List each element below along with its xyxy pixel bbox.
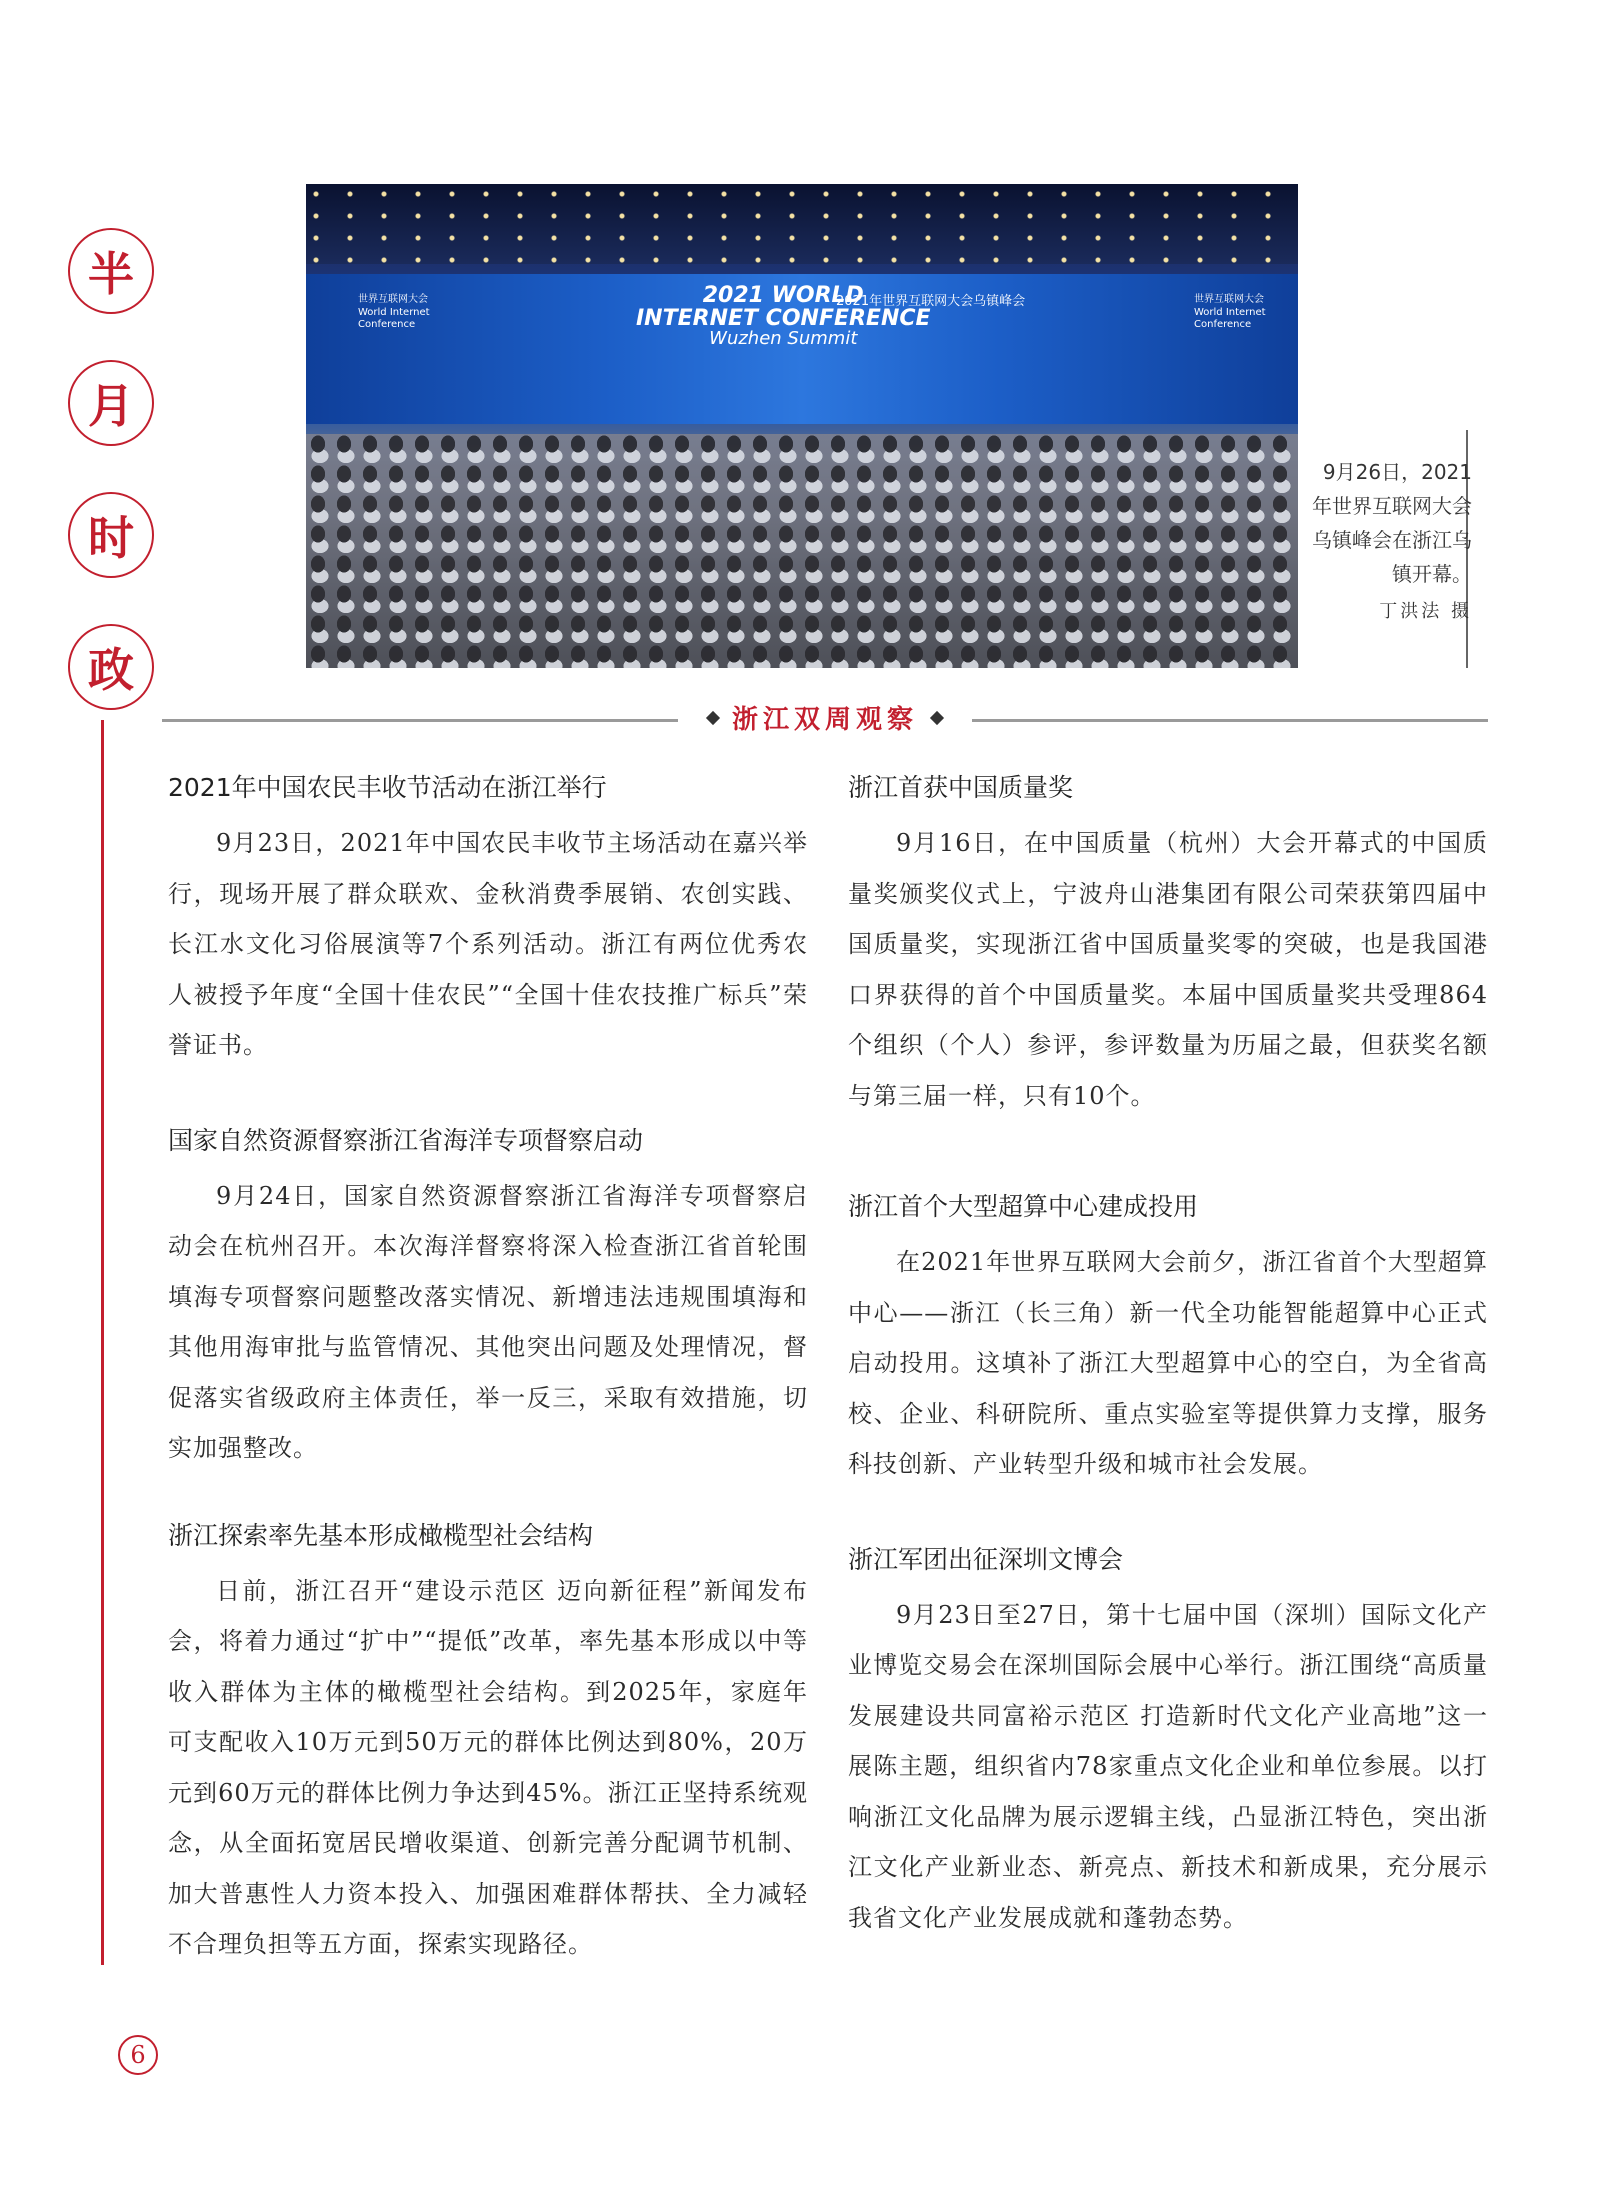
article-body: 在2021年世界互联网大会前夕，浙江省首个大型超算中心——浙江（长三角）新一代全功能智能超算中心正式启动投用。这填补了浙江大型超算中心的空白，为全省高校、企业、科研院所、重点实验室等提供算力支撑，服务科技创新、产业转型升级和城市社会发展。 — [848, 1248, 1488, 1478]
screen-title: 2021 WORLD INTERNET CONFERENCE Wuzhen Summit — [636, 283, 931, 350]
side-title-char-4: 政 — [68, 624, 154, 710]
article-title: 浙江首获中国质量奖 — [848, 773, 1074, 802]
section-header-label: 浙江双周观察 — [678, 702, 972, 738]
article-title: 浙江探索率先基本形成橄榄型社会结构 — [168, 1520, 594, 1550]
page-number: 6 — [118, 2035, 158, 2075]
article — [168, 1123, 808, 1474]
photo-credit: 丁洪法 摄 — [1379, 601, 1472, 622]
article — [168, 1518, 808, 1970]
article-title: 浙江军团出征深圳文博会 — [848, 1544, 1124, 1574]
article-title: 2021年中国农民丰收节活动在浙江举行 — [168, 773, 607, 802]
side-title-char-2: 月 — [68, 360, 154, 446]
right-column — [848, 770, 1488, 1991]
article — [848, 1189, 1488, 1490]
caption-text: 9月26日，2021年世界互联网大会乌镇峰会在浙江乌镇开幕。 — [1312, 460, 1472, 586]
article — [168, 770, 808, 1071]
side-section-title — [68, 228, 158, 756]
article-title: 浙江首个大型超算中心建成投用 — [848, 1192, 1199, 1221]
audience-crowd — [306, 434, 1298, 668]
article-body: 9月23日至27日，第十七届中国（深圳）国际文化产业博览交易会在深圳国际会展中心举行。浙江围绕“高质量发展建设共同富裕示范区 打造新时代文化产业高地”这一展陈主题，组织省内78家重点文化企业和单位参展。以打响浙江文化品牌为展示逻辑主线，凸显浙江特色，突出浙江文化产业新业态、新亮点、新技术和新成果，充分展示我省文化产业发展成就和蓬勃态势。 — [848, 1600, 1488, 1932]
section-header — [162, 702, 1488, 738]
side-title-char-3: 时 — [68, 492, 154, 578]
article-title: 国家自然资源督察浙江省海洋专项督察启动 — [168, 1125, 644, 1155]
screen-logo-right: 世界互联网大会 World Internet Conference — [1194, 294, 1266, 330]
article-body: 9月16日，在中国质量（杭州）大会开幕式的中国质量奖颁奖仪式上，宁波舟山港集团有限公司荣获第四届中国质量奖，实现浙江省中国质量奖零的突破，也是我国港口界获得的首个中国质量奖。本届中国质量奖共受理864个组织（个人）参评，参评数量为历届之最，但获奖名额与第三届一样，只有10个。 — [848, 829, 1488, 1110]
article-body: 日前，浙江召开“建设示范区 迈向新征程”新闻发布会，将着力通过“扩中”“提低”改革，率先基本形成以中等收入群体为主体的橄榄型社会结构。到2025年，家庭年可支配收入10万元到50万元的群体比例达到80%，20万元到60万元的群体比例力争达到45%。浙江正坚持系统观念，从全面拓宽居民增收渠道、创新完善分配调节机制、加大普惠性人力资本投入、加强困难群体帮扶、全力减轻不合理负担等五方面，探索实现路径。 — [168, 1576, 808, 1958]
screen-subtitle: 2021年世界互联网大会乌镇峰会 — [836, 294, 1026, 309]
article-body: 9月24日，国家自然资源督察浙江省海洋专项督察启动会在杭州召开。本次海洋督察将深入检查浙江省首轮围填海专项督察问题整改落实情况、新增违法违规围填海和其他用海审批与监管情况、其他突出问题及处理情况，督促落实省级政府主体责任，举一反三，采取有效措施，切实加强整改。 — [168, 1181, 808, 1462]
article — [848, 1542, 1488, 1944]
article — [848, 770, 1488, 1121]
stage-lights — [306, 184, 1298, 264]
screen-logo-left: 世界互联网大会 World Internet Conference — [358, 294, 430, 330]
article-body: 9月23日，2021年中国农民丰收节主场活动在嘉兴举行，现场开展了群众联欢、金秋消费季展销、农创实践、长江水文化习俗展演等7个系列活动。浙江有两位优秀农人被授予年度“全国十佳农民”“全国十佳农技推广标兵”荣誉证书。 — [168, 829, 808, 1059]
side-title-char-1: 半 — [68, 228, 154, 314]
side-vertical-rule — [101, 720, 104, 1965]
photo-caption — [1312, 455, 1472, 629]
left-column — [168, 770, 808, 2018]
conference-photo — [306, 184, 1298, 668]
